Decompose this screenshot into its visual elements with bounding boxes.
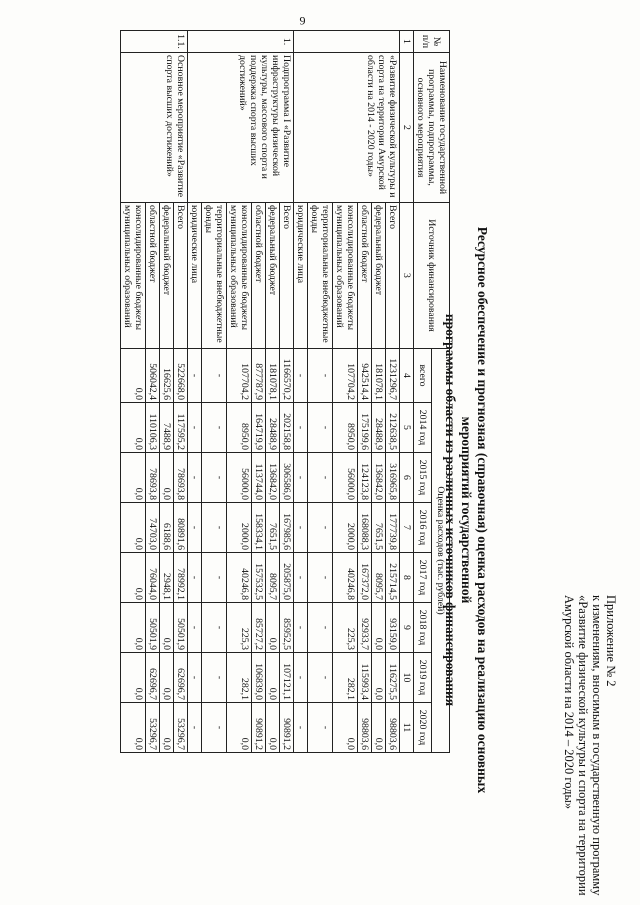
amount-cell: 215714,5 (386, 553, 400, 603)
amount-cell: 282,1 (333, 653, 358, 703)
amount-cell: 167372,0 (358, 553, 372, 603)
table-row (280, 31, 294, 753)
amount-cell: 76044,0 (146, 553, 160, 603)
amount-cell: - (294, 653, 308, 703)
amount-cell: - (188, 349, 202, 403)
column-number: 10 (400, 653, 414, 703)
amount-cell: - (188, 553, 202, 603)
amount-cell: 90891,2 (280, 703, 294, 753)
amount-cell: 202158,8 (280, 403, 294, 453)
appendix-line-4: Амурской области на 2014 – 2020 годы» (562, 595, 576, 810)
amount-cell: 16625,6 (160, 349, 174, 403)
amount-cell: 62696,7 (174, 653, 188, 703)
amount-cell: - (294, 703, 308, 753)
funding-source: юридические лица (188, 203, 202, 349)
amount-cell: - (308, 403, 333, 453)
amount-cell: - (308, 503, 333, 553)
header-name: Наименование государственной программы, подпрограммы, основного мероприятия (414, 53, 450, 203)
amount-cell: 124123,8 (358, 453, 372, 503)
amount-cell: 212638,5 (386, 403, 400, 453)
column-number: 5 (400, 403, 414, 453)
amount-cell: - (294, 603, 308, 653)
amount-cell: - (294, 503, 308, 553)
funding-source: федеральный бюджет (160, 203, 174, 349)
column-number: 11 (400, 703, 414, 753)
amount-cell: - (188, 453, 202, 503)
amount-cell: - (202, 553, 227, 603)
amount-cell: 56000,0 (333, 453, 358, 503)
amount-cell: - (308, 653, 333, 703)
program-name: Подпрограмма I «Развитие инфраструктуры физической культуры, массового спорта и поддержка спорта высших достижений» (188, 53, 294, 203)
funding-source: федеральный бюджет (266, 203, 280, 349)
funding-source: консолидированные бюджеты муниципальных образований (333, 203, 358, 349)
amount-cell: 107704,2 (227, 349, 252, 403)
amount-cell: 0,0 (227, 703, 252, 753)
table-row (174, 31, 188, 753)
amount-cell: 168088,3 (358, 503, 372, 553)
amount-cell: 167985,6 (280, 503, 294, 553)
amount-cell: 136842,0 (372, 453, 386, 503)
amount-cell: - (188, 403, 202, 453)
column-number: 2 (400, 53, 414, 203)
column-number: 4 (400, 349, 414, 403)
amount-cell: 164719,9 (252, 403, 266, 453)
amount-cell: 110106,3 (146, 403, 160, 453)
amount-cell: 158334,1 (252, 503, 266, 553)
funding-source: Всего (386, 203, 400, 349)
funding-source: консолидированные бюджеты муниципальных образований (227, 203, 252, 349)
amount-cell: 28488,9 (266, 403, 280, 453)
amount-cell: 136842,0 (266, 453, 280, 503)
amount-cell: 85727,2 (252, 603, 266, 653)
funding-source: Всего (174, 203, 188, 349)
amount-cell: 93159,0 (386, 603, 400, 653)
amount-cell: - (202, 653, 227, 703)
header-year: 2019 год (414, 653, 432, 703)
funding-source: областной бюджет (252, 203, 266, 349)
amount-cell: 117595,2 (174, 403, 188, 453)
amount-cell: 98803,6 (358, 703, 372, 753)
amount-cell: 0,0 (121, 653, 146, 703)
funding-source: федеральный бюджет (372, 203, 386, 349)
amount-cell: 53296,7 (146, 703, 160, 753)
funding-source: областной бюджет (358, 203, 372, 349)
amount-cell: 0,0 (121, 703, 146, 753)
amount-cell: 107704,2 (333, 349, 358, 403)
header-year: 2015 год (414, 453, 432, 503)
amount-cell: 116275,5 (386, 653, 400, 703)
amount-cell: - (202, 603, 227, 653)
amount-cell: 1231296,7 (386, 349, 400, 403)
header-estimate: Оценка расходов (тыс. рублей) (432, 349, 450, 753)
amount-cell: 0,0 (333, 703, 358, 753)
amount-cell: 92933,7 (358, 603, 372, 653)
amount-cell: 177739,8 (386, 503, 400, 553)
amount-cell: 877787,9 (252, 349, 266, 403)
amount-cell: 0,0 (121, 603, 146, 653)
header-year: всего (414, 349, 432, 403)
row-number: 1.1. (121, 31, 188, 53)
amount-cell: 85952,5 (280, 603, 294, 653)
amount-cell: 175199,6 (358, 403, 372, 453)
amount-cell: 7651,5 (372, 503, 386, 553)
amount-cell: - (188, 703, 202, 753)
amount-cell: 62696,7 (146, 653, 160, 703)
amount-cell: 225,3 (333, 603, 358, 653)
amount-cell: - (202, 349, 227, 403)
amount-cell: 8950,0 (333, 403, 358, 453)
amount-cell: 1166570,2 (280, 349, 294, 403)
amount-cell: - (308, 349, 333, 403)
amount-cell: - (294, 453, 308, 503)
amount-cell: 316965,8 (386, 453, 400, 503)
amount-cell: - (294, 403, 308, 453)
amount-cell: 0,0 (266, 653, 280, 703)
funding-source: юридические лица (294, 203, 308, 349)
page-number: 9 (299, 13, 306, 28)
amount-cell: 78693,8 (146, 453, 160, 503)
amount-cell: 90891,2 (252, 703, 266, 753)
column-number: 3 (400, 203, 414, 349)
table-row (386, 31, 400, 753)
row-number (294, 31, 400, 53)
column-number: 6 (400, 453, 414, 503)
header-year: 2014 год (414, 403, 432, 453)
amount-cell: 115993,4 (358, 653, 372, 703)
amount-cell: 0,0 (160, 703, 174, 753)
amount-cell: - (202, 503, 227, 553)
amount-cell: 50501,9 (174, 603, 188, 653)
header-year: 2016 год (414, 503, 432, 553)
amount-cell: 2948,1 (160, 553, 174, 603)
amount-cell: - (294, 553, 308, 603)
amount-cell: - (202, 703, 227, 753)
amount-cell: - (308, 553, 333, 603)
amount-cell: 2000,0 (227, 503, 252, 553)
amount-cell: 7651,5 (266, 503, 280, 553)
amount-cell: - (308, 453, 333, 503)
amount-cell: - (188, 603, 202, 653)
appendix-line-3: «Развитие физической культуры и спорта на территории (576, 595, 590, 896)
column-number: 9 (400, 603, 414, 653)
program-name: «Развитие физической культуры и спорта на территории Амурской области на 2014 - 2020 годы» (294, 53, 400, 203)
amount-cell: 78992,1 (174, 553, 188, 603)
amount-cell: - (202, 403, 227, 453)
amount-cell: 181078,1 (372, 349, 386, 403)
appendix-line-2: к изменениям, вносимым в государственную программу (590, 595, 604, 896)
amount-cell: 0,0 (160, 653, 174, 703)
amount-cell: 2000,0 (333, 503, 358, 553)
amount-cell: 74703,0 (146, 503, 160, 553)
title-line-1: Ресурсное обеспечение и прогнозная (справочная) оценка расходов на реализацию основных мероприятий государственной (459, 226, 490, 794)
amount-cell: 28488,9 (372, 403, 386, 453)
amount-cell: 0,0 (372, 653, 386, 703)
amount-cell: 942514,4 (358, 349, 372, 403)
amount-cell: - (294, 349, 308, 403)
amount-cell: 78693,8 (174, 453, 188, 503)
header-year: 2017 год (414, 553, 432, 603)
amount-cell: 0,0 (372, 603, 386, 653)
header-num: № п/п (414, 31, 450, 53)
amount-cell: 0,0 (121, 453, 146, 503)
amount-cell: 8095,7 (372, 553, 386, 603)
amount-cell: 282,1 (227, 653, 252, 703)
amount-cell: 0,0 (266, 703, 280, 753)
header-year: 2018 год (414, 603, 432, 653)
amount-cell: 106839,0 (252, 653, 266, 703)
amount-cell: 0,0 (160, 453, 174, 503)
amount-cell: 50501,9 (146, 603, 160, 653)
amount-cell: 40246,8 (227, 553, 252, 603)
column-number: 7 (400, 503, 414, 553)
amount-cell: - (188, 503, 202, 553)
amount-cell: 7488,9 (160, 403, 174, 453)
amount-cell: 0,0 (121, 553, 146, 603)
amount-cell: 107121,1 (280, 653, 294, 703)
amount-cell: 80891,6 (174, 503, 188, 553)
amount-cell: 157532,5 (252, 553, 266, 603)
header-year: 2020 год (414, 703, 432, 753)
amount-cell: - (188, 653, 202, 703)
funding-source: территориальные внебюджетные фонды (308, 203, 333, 349)
amount-cell: 53296,7 (174, 703, 188, 753)
financing-table (120, 30, 450, 753)
funding-source: областной бюджет (146, 203, 160, 349)
amount-cell: 113744,0 (252, 453, 266, 503)
amount-cell: 522668,0 (174, 349, 188, 403)
amount-cell: 8950,0 (227, 403, 252, 453)
program-name: Основное мероприятие «Развитие спорта высших достижений» (121, 53, 188, 203)
amount-cell: 0,0 (266, 603, 280, 653)
title-line-2: программы области из различных источников финансирования (443, 313, 458, 707)
amount-cell: - (202, 453, 227, 503)
header-source: Источник финансирования (414, 203, 450, 349)
amount-cell: 8095,7 (266, 553, 280, 603)
amount-cell: - (308, 603, 333, 653)
row-number: 1. (188, 31, 294, 53)
funding-source: консолидированные бюджеты муниципальных образований (121, 203, 146, 349)
appendix-line-1: Приложение № 2 (604, 595, 618, 687)
amount-cell: 225,3 (227, 603, 252, 653)
amount-cell: 205875,0 (280, 553, 294, 603)
funding-source: Всего (280, 203, 294, 349)
appendix-header (562, 595, 618, 896)
amount-cell: 0,0 (372, 703, 386, 753)
amount-cell: 6188,6 (160, 503, 174, 553)
amount-cell: - (308, 703, 333, 753)
amount-cell: 56000,0 (227, 453, 252, 503)
amount-cell: 506042,4 (146, 349, 160, 403)
column-number: 8 (400, 553, 414, 603)
amount-cell: 0,0 (160, 603, 174, 653)
amount-cell: 181078,1 (266, 349, 280, 403)
column-number: 1 (400, 31, 414, 53)
amount-cell: 0,0 (121, 403, 146, 453)
column-numbers-row (400, 31, 414, 753)
amount-cell: 0,0 (121, 503, 146, 553)
amount-cell: 306586,0 (280, 453, 294, 503)
amount-cell: 98803,6 (386, 703, 400, 753)
amount-cell: 0,0 (121, 349, 146, 403)
amount-cell: 40246,8 (333, 553, 358, 603)
funding-source: территориальные внебюджетные фонды (202, 203, 227, 349)
